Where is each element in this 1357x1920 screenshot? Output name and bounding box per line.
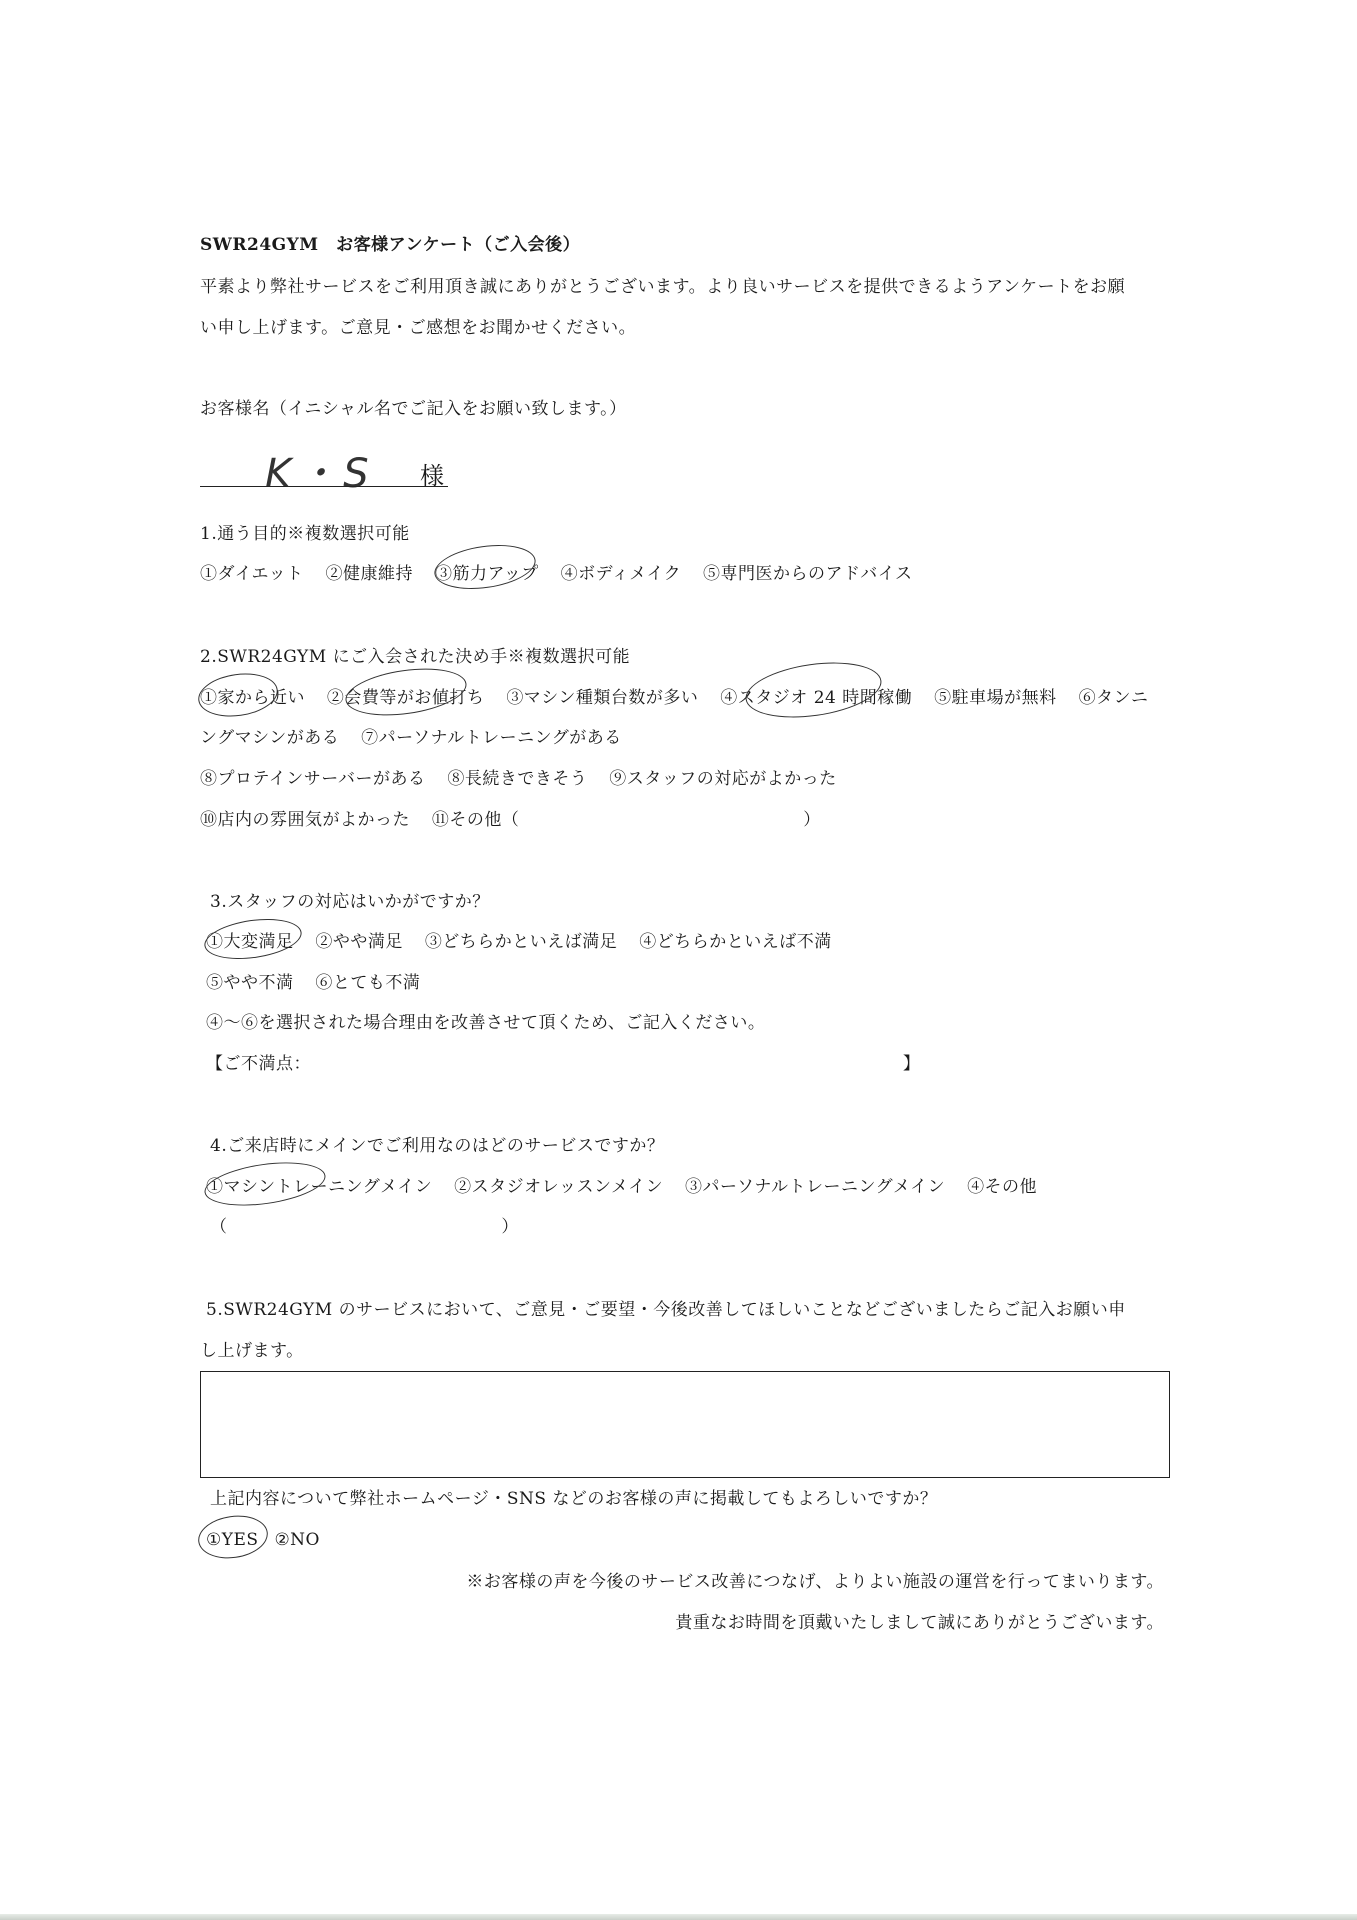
q4-other-open: （ [210, 1217, 228, 1237]
customer-honorific: 様 [420, 462, 444, 490]
q1-option-strength[interactable]: ③筋力アップ [434, 564, 539, 584]
q3-options-line-1 [206, 930, 848, 954]
scan-bottom-edge [0, 1914, 1357, 1920]
consent-option-yes[interactable]: ①YES [206, 1530, 259, 1550]
q2-selection-circle-2 [343, 662, 470, 723]
q3-option-rather-satisfied[interactable]: ③どちらかといえば満足 [424, 932, 618, 952]
q5-comment-box[interactable] [200, 1371, 1170, 1478]
q2-option-long-lasting[interactable]: ⑧長続きできそう [447, 769, 588, 789]
q2-options-line-1 [200, 686, 1149, 710]
q3-option-very-dissatisfied[interactable]: ⑥とても不満 [315, 973, 421, 993]
q3-option-somewhat-dissatisfied[interactable]: ⑤やや不満 [206, 973, 294, 993]
q2-other-close: ） [803, 810, 821, 830]
q4-option-personal[interactable]: ③パーソナルトレーニングメイン [685, 1177, 946, 1197]
q2-option-near-home[interactable]: ①家から近い [200, 688, 305, 708]
q5-label-line-1: 5.SWR24GYM のサービスにおいて、ご意見・ご要望・今後改善してほしいことなどございましたらご記入お願い申 [206, 1300, 1126, 1320]
q2-option-staff[interactable]: ⑨スタッフの対応がよかった [609, 769, 837, 789]
q3-note: ④～⑥を選択された場合理由を改善させて頂くため、ご記入ください。 [206, 1013, 766, 1033]
q4-other-close: ） [501, 1217, 519, 1237]
q3-option-somewhat-satisfied[interactable]: ②やや満足 [315, 932, 403, 952]
q2-label: 2.SWR24GYM にご入会された決め手※複数選択可能 [200, 647, 631, 667]
q4-selection-circle [202, 1156, 328, 1213]
q1-options [200, 562, 929, 586]
q1-option-diet[interactable]: ①ダイエット [200, 564, 304, 584]
q3-options-line-2 [206, 971, 436, 995]
q3-label: 3.スタッフの対応はいかがですか？ [210, 892, 490, 912]
q1-option-doctor-advice[interactable]: ⑤専門医からのアドバイス [703, 564, 913, 584]
q1-label: 1.通う目的※複数選択可能 [200, 524, 410, 544]
q1-selection-circle [432, 539, 539, 595]
consent-label: 上記内容について弊社ホームページ・SNS などのお客様の声に掲載してもよろしいですか？ [210, 1489, 938, 1509]
q2-option-tanning-start[interactable]: ⑥タンニ [1078, 688, 1149, 708]
q2-options-line-4 [200, 808, 821, 832]
q3-complaint-open: 【ご不満点： [206, 1054, 311, 1074]
customer-name-underline [200, 486, 448, 487]
q2-option-atmosphere[interactable]: ⑩店内の雰囲気がよかった [200, 810, 410, 830]
q2-option-parking[interactable]: ⑤駐車場が無料 [934, 688, 1057, 708]
q3-complaint [206, 1052, 920, 1076]
footer-thanks: 貴重なお時間を頂戴いたしまして誠にありがとうございます。 [675, 1613, 1164, 1633]
q2-option-machines[interactable]: ③マシン種類台数が多い [506, 688, 699, 708]
q3-complaint-close: 】 [902, 1054, 921, 1074]
q2-option-protein-server[interactable]: ⑧プロテインサーバーがある [200, 769, 426, 789]
q2-option-tanning-end[interactable]: ングマシンがある [200, 728, 340, 748]
q1-option-health[interactable]: ②健康維持 [325, 564, 414, 584]
intro-text-line-2: い申し上げます。ご意見・ご感想をお聞かせください。 [200, 318, 637, 338]
q2-option-personal-training[interactable]: ⑦パーソナルトレーニングがある [361, 728, 622, 748]
q2-options-line-3 [200, 767, 853, 791]
q4-options [206, 1175, 1053, 1199]
customer-initials[interactable]: K・S [265, 451, 375, 497]
q4-option-studio[interactable]: ②スタジオレッスンメイン [454, 1177, 664, 1197]
customer-name-label: お客様名（イニシャル名でご記入をお願い致します。） [200, 399, 627, 419]
q1-option-bodymake[interactable]: ④ボディメイク [560, 564, 682, 584]
q4-label: 4.ご来店時にメインでご利用なのはどのサービスですか？ [210, 1136, 665, 1156]
q5-label-line-2: し上げます。 [200, 1341, 304, 1361]
q2-option-studio-24h[interactable]: ④スタジオ 24 時間稼働 [720, 688, 913, 708]
survey-title: SWR24GYM お客様アンケート（ご入会後） [200, 235, 581, 255]
intro-text-line-1: 平素より弊社サービスをご利用頂き誠にありがとうございます。より良いサービスを提供できるようアンケートをお願 [200, 277, 1126, 297]
footer-note: ※お客様の声を今後のサービス改善につなげ、よりよい施設の運営を行ってまいります。 [466, 1572, 1164, 1592]
q4-option-other[interactable]: ④その他 [967, 1177, 1038, 1197]
consent-selection-circle [195, 1511, 270, 1562]
q4-option-machine[interactable]: ①マシントレーニングメイン [206, 1177, 433, 1197]
q2-selection-circle-1 [195, 669, 280, 722]
q3-option-very-satisfied[interactable]: ①大変満足 [206, 932, 294, 952]
q2-option-other[interactable]: ⑪その他（ [431, 810, 520, 830]
q4-other-line [210, 1215, 519, 1239]
q3-selection-circle [202, 913, 304, 964]
consent-option-no[interactable]: ②NO [274, 1530, 320, 1550]
q3-option-rather-dissatisfied[interactable]: ④どちらかといえば不満 [639, 932, 832, 952]
q2-options-line-2 [200, 726, 638, 750]
q2-option-fee[interactable]: ②会費等がお値打ち [326, 688, 485, 708]
q2-selection-circle-3 [742, 655, 885, 726]
